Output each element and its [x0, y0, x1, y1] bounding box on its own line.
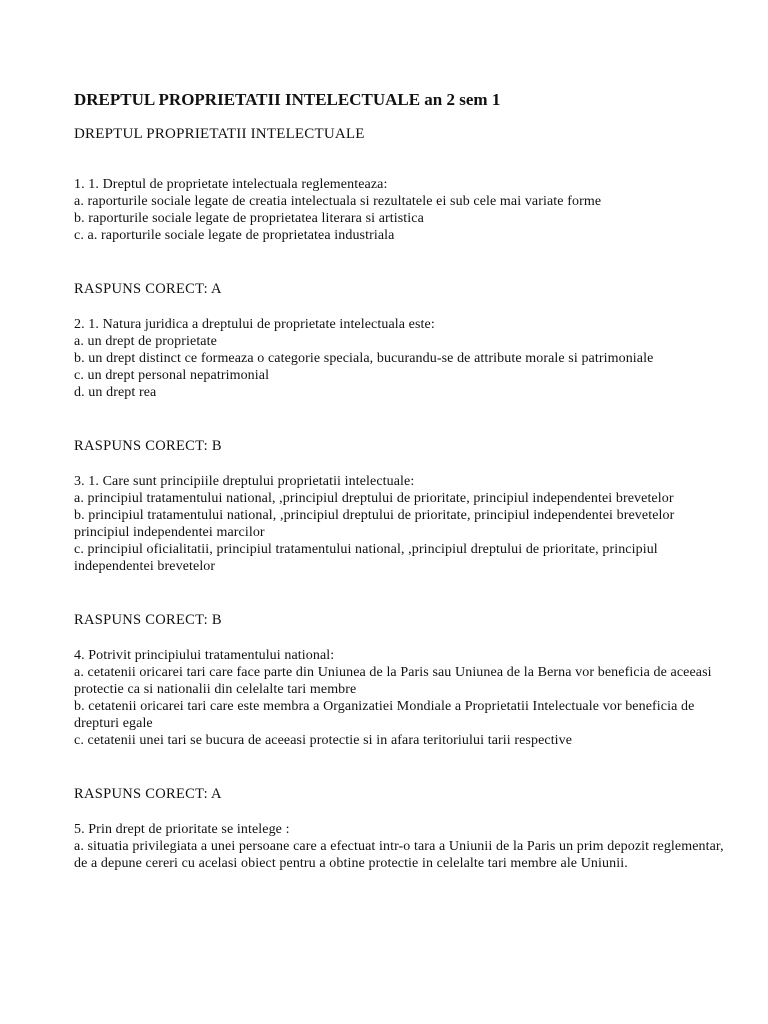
question-4: [74, 647, 728, 749]
option-a: a. situatia privilegiata a unei persoane care a efectuat intr-o tara a Uniunii de la Paris un prim depozit reglementar, de a depune cereri cu acelasi obiect pentru a obtine protectie in celelalte tari membre ale Uniunii.: [74, 839, 724, 871]
option-c: c. cetatenii unei tari se bucura de aceeasi protectie si in afara teritoriului tarii respective: [74, 733, 573, 748]
question-stem: 2. 1. Natura juridica a dreptului de proprietate intelectuala este:: [74, 317, 435, 332]
correct-answer-4: [74, 785, 728, 803]
answer-label: RASPUNS CORECT:: [74, 438, 208, 454]
question-2: [74, 316, 728, 401]
question-3: [74, 473, 728, 575]
correct-answer-1: [74, 280, 728, 298]
option-a: a. principiul tratamentului national, ,principiul dreptului de prioritate, principiul independentei brevetelor: [74, 491, 674, 506]
answer-value: B: [211, 612, 222, 628]
option-b: b. cetatenii oricarei tari care este membra a Organizatiei Mondiale a Proprietatii Intelectuale vor beneficia de drepturi egale: [74, 699, 695, 731]
answer-label: RASPUNS CORECT:: [74, 281, 208, 297]
document-title: DREPTUL PROPRIETATII INTELECTUALE an 2 sem 1: [74, 90, 501, 109]
option-b: b. un drept distinct ce formeaza o categorie speciala, bucurandu-se de attribute morale si patrimoniale: [74, 351, 654, 366]
option-c: c. a. raporturile sociale legate de proprietatea industriala: [74, 228, 395, 243]
option-a: a. cetatenii oricarei tari care face parte din Uniunea de la Paris sau Uniunea de la Berna vor beneficia de aceeasi protectie ca si nationalii din celelalte tari membre: [74, 665, 712, 697]
answer-value: B: [211, 438, 222, 454]
answer-value: A: [211, 281, 222, 297]
option-b: b. principiul tratamentului national, ,principiul dreptului de prioritate, principiul independentei brevetelor principiul independentei marcilor: [74, 508, 675, 540]
option-c: c. principiul oficialitatii, principiul tratamentului national, ,principiul dreptului de prioritate, principiul independentei brevetelor: [74, 542, 658, 574]
question-stem: 1. 1. Dreptul de proprietate intelectuala reglementeaza:: [74, 177, 388, 192]
question-1: [74, 176, 728, 244]
option-b: b. raporturile sociale legate de proprietatea literara si artistica: [74, 211, 424, 226]
question-stem: 4. Potrivit principiului tratamentului national:: [74, 648, 335, 663]
answer-value: A: [211, 786, 222, 802]
correct-answer-2: [74, 437, 728, 455]
option-d: d. un drept rea: [74, 385, 157, 400]
answer-label: RASPUNS CORECT:: [74, 786, 208, 802]
answer-label: RASPUNS CORECT:: [74, 612, 208, 628]
document-subtitle: DREPTUL PROPRIETATII INTELECTUALE: [74, 126, 365, 142]
option-c: c. un drept personal nepatrimonial: [74, 368, 270, 383]
correct-answer-3: [74, 611, 728, 629]
option-a: a. raporturile sociale legate de creatia intelectuala si rezultatele ei sub cele mai variate forme: [74, 194, 602, 209]
question-stem: 3. 1. Care sunt principiile dreptului proprietatii intelectuale:: [74, 474, 415, 489]
option-a: a. un drept de proprietate: [74, 334, 217, 349]
question-5: [74, 821, 728, 872]
question-stem: 5. Prin drept de prioritate se intelege :: [74, 822, 290, 837]
